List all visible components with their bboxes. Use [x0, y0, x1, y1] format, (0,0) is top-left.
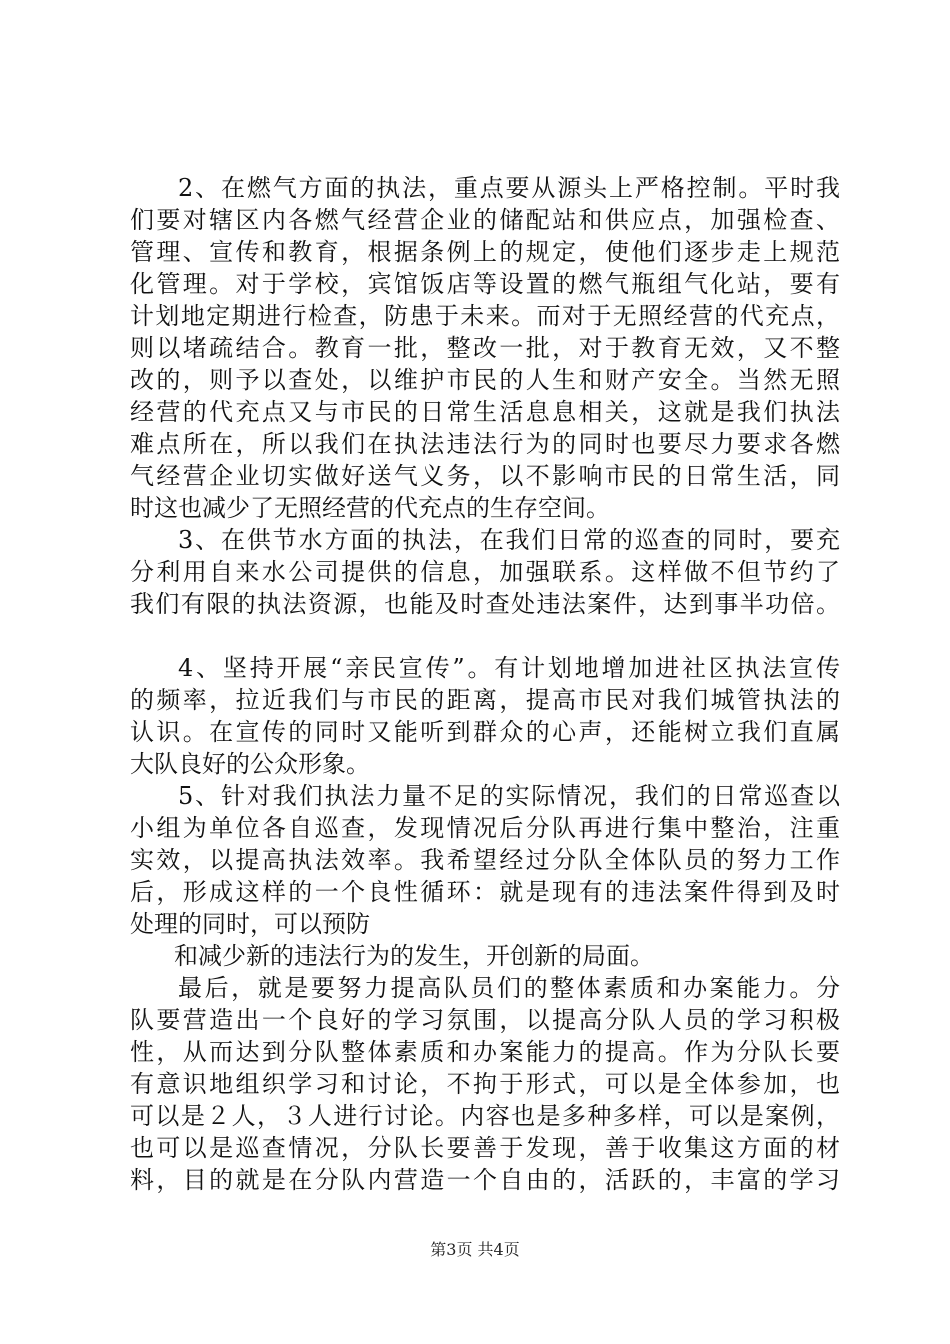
- text-line: 的频率，拉近我们与市民的距离，提高市民对我们城管执法的: [130, 686, 840, 714]
- text-line: 4、坚持开展“亲民宣传”。有计划地增加进社区执法宣传: [178, 654, 840, 682]
- paragraph-4: [130, 652, 840, 780]
- text-line: 们要对辖区内各燃气经营企业的储配站和供应点，加强检查、: [130, 206, 840, 234]
- paragraph-2: [130, 172, 840, 524]
- blank-line: [130, 620, 840, 652]
- text-line: 气经营企业切实做好送气义务，以不影响市民的日常生活，同: [130, 462, 840, 490]
- text-line: 后，形成这样的一个良性循环：就是现有的违法案件得到及时: [130, 878, 840, 906]
- text-line: 实效，以提高执法效率。我希望经过分队全体队员的努力工作: [130, 846, 840, 874]
- text-line: 可以是２人，３人进行讨论。内容也是多种多样，可以是案例，: [130, 1102, 840, 1130]
- text-line: 小组为单位各自巡查，发现情况后分队再进行集中整治，注重: [130, 814, 840, 842]
- text-line: 计划地定期进行检查，防患于未来。而对于无照经营的代充点，: [130, 302, 840, 330]
- text-line: 管理、宣传和教育，根据条例上的规定，使他们逐步走上规范: [130, 238, 840, 266]
- text-line: 2、在燃气方面的执法，重点要从源头上严格控制。平时我: [178, 174, 840, 202]
- paragraph-5: [130, 780, 840, 940]
- text-line: 最后，就是要努力提高队员们的整体素质和办案能力。分: [178, 974, 840, 1002]
- paragraph-5-continued: [130, 940, 840, 972]
- text-line: 改的，则予以查处，以维护市民的人生和财产安全。当然无照: [130, 366, 840, 394]
- text-line: 5、针对我们执法力量不足的实际情况，我们的日常巡查以: [178, 782, 840, 810]
- text-line: 时这也减少了无照经营的代充点的生存空间。: [130, 494, 610, 522]
- text-line: 和减少新的违法行为的发生，开创新的局面。: [174, 942, 654, 970]
- paragraph-3: [130, 524, 840, 620]
- text-line: 3、在供节水方面的执法，在我们日常的巡查的同时，要充: [178, 526, 840, 554]
- document-body: [130, 172, 840, 1196]
- text-line: 经营的代充点又与市民的日常生活息息相关，这就是我们执法: [130, 398, 840, 426]
- text-line: 性，从而达到分队整体素质和办案能力的提高。作为分队长要: [130, 1038, 840, 1066]
- paragraph-6: [130, 972, 840, 1196]
- text-line: 则以堵疏结合。教育一批，整改一批，对于教育无效，又不整: [130, 334, 840, 362]
- text-line: 分利用自来水公司提供的信息，加强联系。这样做不但节约了: [130, 558, 840, 586]
- text-line: 处理的同时，可以预防: [130, 910, 370, 938]
- text-line: 难点所在，所以我们在执法违法行为的同时也要尽力要求各燃: [130, 430, 840, 458]
- text-line: 大队良好的公众形象。: [130, 750, 370, 778]
- text-line: 我们有限的执法资源，也能及时查处违法案件，达到事半功倍。: [130, 590, 840, 618]
- text-line: 认识。在宣传的同时又能听到群众的心声，还能树立我们直属: [130, 718, 840, 746]
- page-number-footer: 第3页 共4页: [430, 1240, 520, 1259]
- text-line: 队要营造出一个良好的学习氛围，以提高分队人员的学习积极: [130, 1006, 840, 1034]
- text-line: 料，目的就是在分队内营造一个自由的，活跃的，丰富的学习: [130, 1166, 840, 1194]
- text-line: 化管理。对于学校，宾馆饭店等设置的燃气瓶组气化站，要有: [130, 270, 840, 298]
- text-line: 也可以是巡查情况，分队长要善于发现，善于收集这方面的材: [130, 1134, 840, 1162]
- text-line: 有意识地组织学习和讨论，不拘于形式，可以是全体参加，也: [130, 1070, 840, 1098]
